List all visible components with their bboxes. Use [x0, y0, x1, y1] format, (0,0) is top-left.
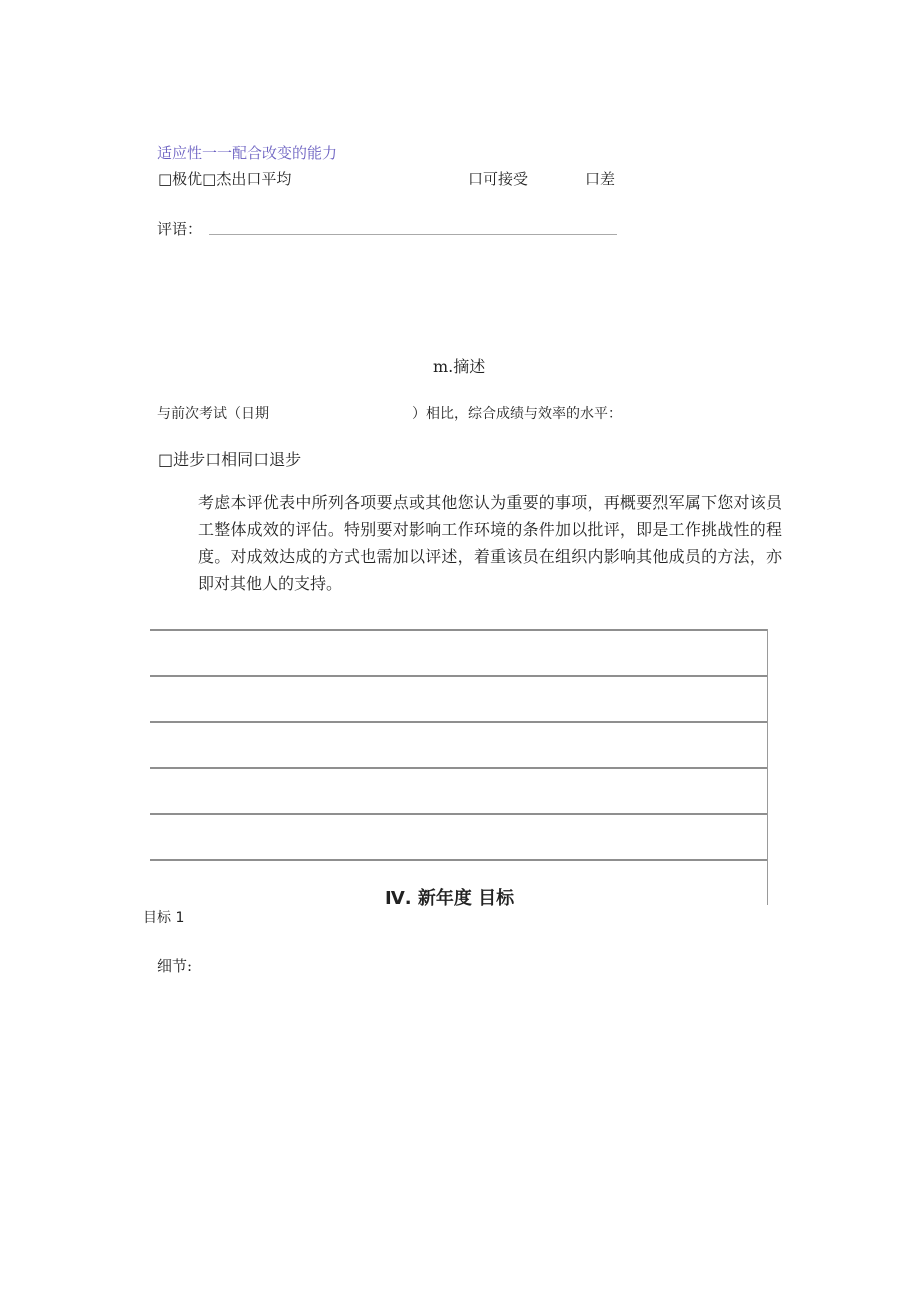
- writing-line[interactable]: [150, 813, 768, 815]
- compare-text-right: ）相比，综合成绩与效率的水平：: [412, 406, 622, 422]
- writing-line[interactable]: [150, 721, 768, 723]
- instructions-paragraph: 考虑本评优表中所列各项要点或其他您认为重要的事项，再概要烈军属下您对该员工整体成效的评估。特别要对影响工作环境的条件加以批评，即是工作挑战性的程度。对成效达成的方式也需加以评述，着重该员在组织内影响其他成员的方法，亦即对其他人的支持。: [198, 493, 782, 593]
- new-year-goals-heading: Ⅳ. 新年度 目标: [385, 888, 515, 909]
- rating-options-group[interactable]: □极优□杰出口平均: [158, 170, 292, 188]
- adaptability-heading: 适应性一一配合改变的能力: [157, 144, 338, 162]
- goal-1-label: 目标 1: [143, 910, 185, 926]
- right-border-line: [767, 629, 768, 905]
- rating-option-poor[interactable]: 口差: [585, 170, 616, 188]
- comment-field[interactable]: [209, 234, 617, 235]
- rating-option-acceptable[interactable]: 口可接受: [468, 170, 529, 188]
- writing-line[interactable]: [150, 675, 768, 677]
- writing-line[interactable]: [150, 859, 768, 861]
- writing-line[interactable]: [150, 767, 768, 769]
- writing-line[interactable]: [150, 629, 768, 631]
- comment-label: 评语：: [157, 220, 203, 238]
- compare-text-left: 与前次考试（日期: [157, 406, 269, 422]
- progress-options[interactable]: □进步口相同口退步: [158, 450, 302, 469]
- detail-label: 细节:: [157, 957, 193, 975]
- summary-heading: m.摘述: [433, 357, 486, 376]
